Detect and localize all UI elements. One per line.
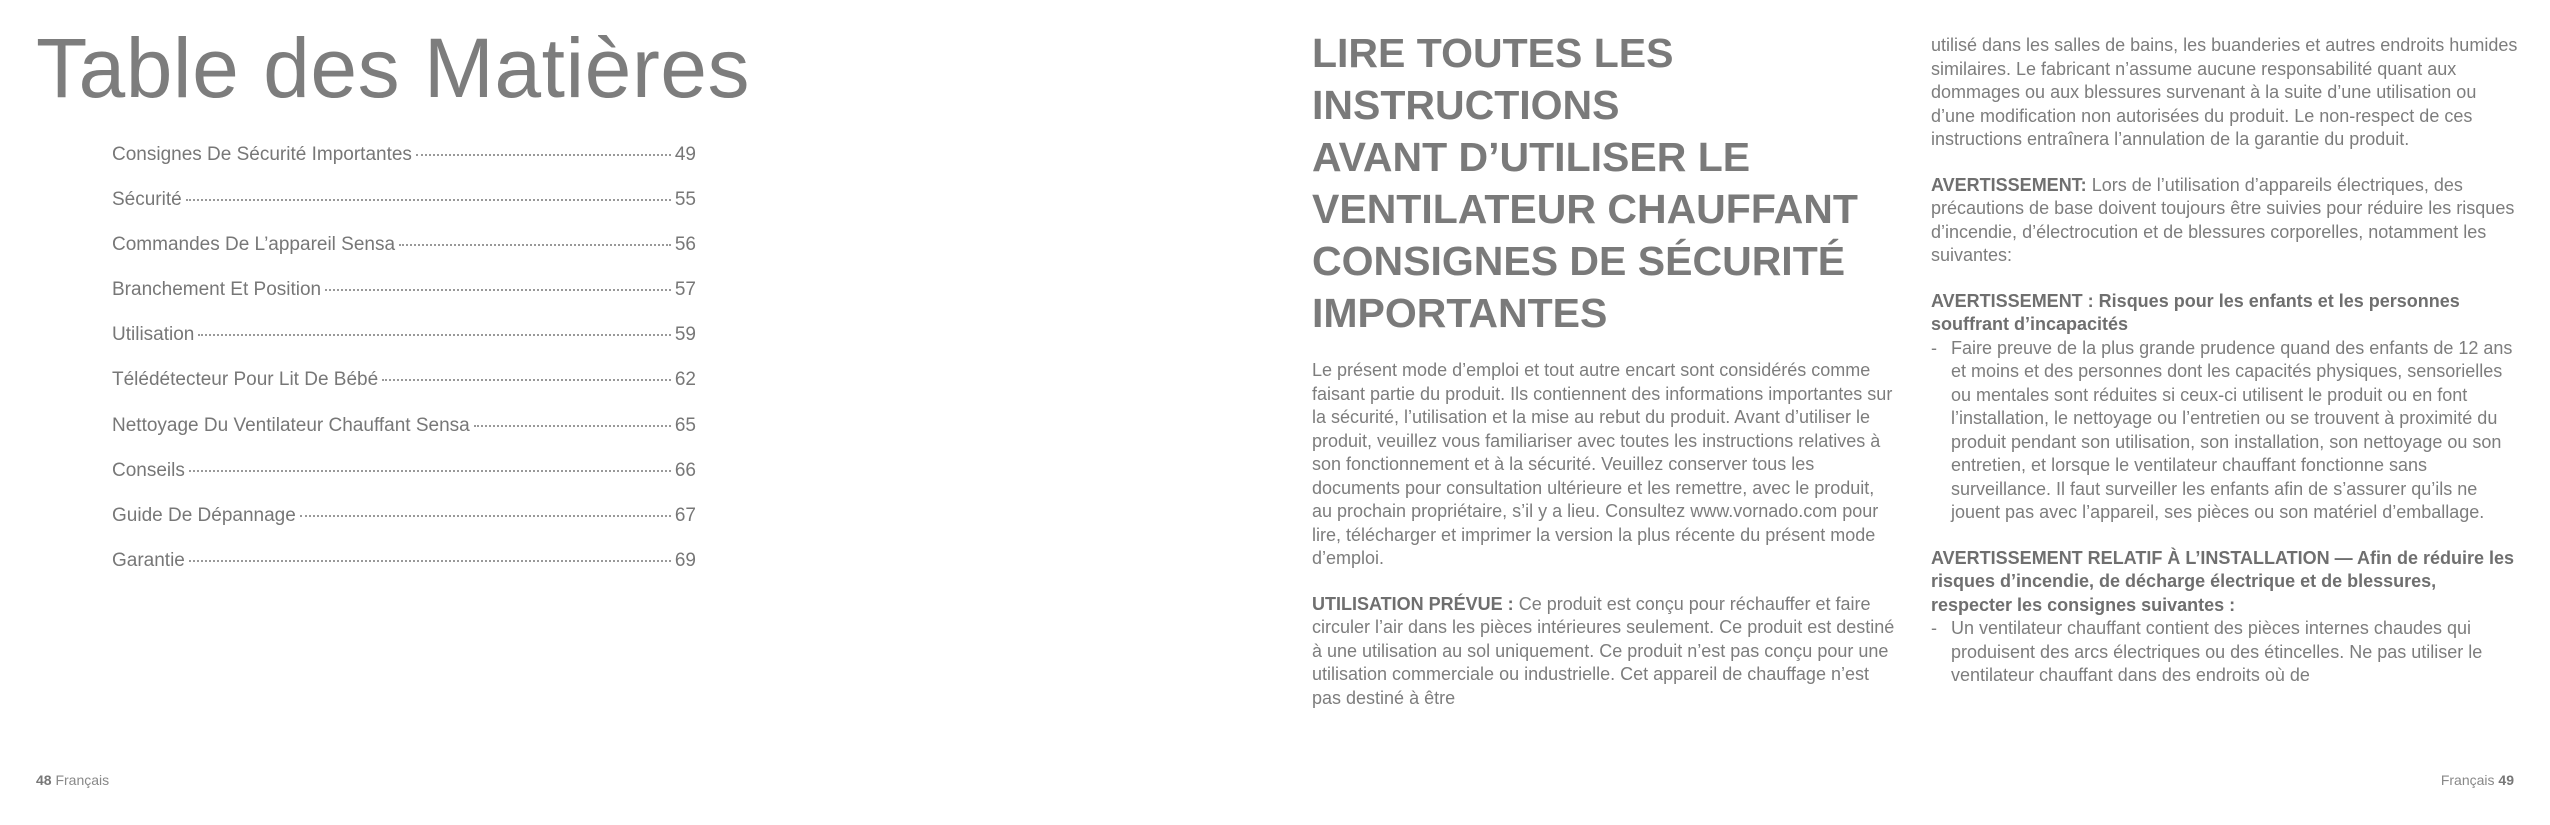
toc-item[interactable]	[112, 505, 696, 550]
toc-item-label: Branchement Et Position	[112, 279, 322, 301]
toc-leader-dots	[186, 199, 671, 201]
page-folio-left	[36, 772, 109, 788]
toc-item[interactable]	[112, 279, 696, 324]
page-number: 48	[36, 772, 52, 788]
toc-leader-dots	[474, 425, 671, 427]
toc-item-page: 57	[674, 279, 696, 301]
toc-item-label: Garantie	[112, 549, 185, 571]
page-language: Français	[2440, 772, 2495, 788]
toc-item-page: 66	[674, 459, 696, 481]
warning-children-block	[1931, 290, 2519, 525]
toc-leader-dots	[300, 515, 671, 517]
heading-line: AVANT D’UTILISER LE	[1312, 134, 1751, 180]
section-heading	[1312, 27, 1899, 339]
bullet-text: Faire preuve de la plus grande prudence quand des enfants de 12 ans et moins et des personnes dont les capacités physiques, sensorielles ou mentales sont réduites si ceux-ci utilisent le produit ou en font l’installation, le nettoyage ou l’entretien ou se trouvent à proximité du produit pendant son utilisation, son installation, son nettoyage ou son entretien, et lorsque le ventilateur chauffant fonctionne sans surveillance. Il faut surveiller les enfants afin de s’assurer qu’ils ne jouent pas avec l’appareil, ses pièces ou son matériel d’emballage.	[1951, 337, 2513, 522]
continued-paragraph: utilisé dans les salles de bains, les buanderies et autres endroits humides similaires. Le fabricant n’assume aucune responsabilité quant aux dommages ou aux blessures survenant à la suite d’une utilisation ou d’une modification non autorisées du produit. Le non-respect de ces instructions entraînera l’annulation de la garantie du produit.	[1931, 35, 2518, 149]
intended-use-text: Ce produit est conçu pour réchauffer et faire circuler l’air dans les pièces intérieures seulement. Ce produit est destiné à une utilisation au sol uniquement. Ce produit n’est pas conçu pour une utilisation commerciale ou industrielle. Cet appareil de chauffage n’est pas destiné à être	[1312, 593, 1895, 708]
toc-item[interactable]	[112, 460, 696, 505]
toc-leader-dots	[189, 470, 671, 472]
text-column-right	[1931, 34, 2519, 710]
intended-use-paragraph	[1312, 593, 1899, 711]
toc-item-page: 56	[674, 234, 696, 256]
toc-item-label: Sécurité	[112, 189, 182, 211]
toc-item-label: Nettoyage Du Ventilateur Chauffant Sensa	[112, 414, 470, 436]
toc-item-label: Conseils	[112, 459, 185, 481]
toc-title: Table des Matières	[36, 21, 751, 115]
toc-item-label: Consignes De Sécurité Importantes	[112, 144, 412, 165]
toc-item[interactable]	[112, 189, 696, 234]
warning-install-title: AVERTISSEMENT RELATIF À L’INSTALLATION — Afin de réduire les risques d’incendie, de décharge électrique et de blessures, respecter les consignes suivantes :	[1931, 547, 2515, 615]
heading-line: VENTILATEUR CHAUFFANT	[1312, 186, 1858, 232]
toc-item-page: 67	[674, 504, 696, 526]
toc-leader-dots	[325, 289, 671, 291]
toc-item-label: Guide De Dépannage	[112, 504, 296, 526]
toc-item-page: 59	[674, 324, 696, 346]
heading-line: IMPORTANTES	[1312, 290, 1608, 336]
toc-item-label: Commandes De L’appareil Sensa	[112, 234, 396, 256]
warning-install-block	[1931, 547, 2519, 688]
heading-line: CONSIGNES DE SÉCURITÉ	[1312, 238, 1846, 284]
toc-item-page: 49	[674, 144, 696, 165]
toc-item[interactable]	[112, 415, 696, 460]
warning-children-title: AVERTISSEMENT : Risques pour les enfants et les personnes souffrant d’incapacités	[1931, 290, 2460, 334]
intro-paragraph: Le présent mode d’emploi et tout autre encart sont considérés comme faisant partie du produit. Ils contiennent des informations importantes sur la sécurité, l’utilisation et la mise au rebut du produit. Avant d’utiliser le produit, veuillez vous familiariser avec toutes les instructions relatives à son fonctionnement et à la sécurité. Veuillez conserver tous les documents pour consultation ultérieure et les remettre, avec le produit, au prochain propriétaire, s’il y a lieu. Consultez www.vornado.com pour lire, télécharger et imprimer la version la plus récente du présent mode d’emploi.	[1312, 360, 1893, 568]
list-item	[1931, 337, 2519, 525]
toc-item[interactable]	[112, 144, 696, 189]
toc-leader-dots	[416, 154, 671, 156]
intended-use-label: UTILISATION PRÉVUE :	[1312, 593, 1514, 614]
toc-item-page: 69	[674, 549, 696, 571]
list-item	[1931, 617, 2519, 688]
heading-line: LIRE TOUTES LES	[1312, 30, 1674, 76]
toc-item-label: Télédétecteur Pour Lit De Bébé	[112, 369, 379, 391]
toc-leader-dots	[189, 560, 671, 562]
toc-leader-dots	[382, 379, 671, 381]
toc-item-page: 65	[674, 414, 696, 436]
bullet-mark: -	[1931, 618, 1937, 638]
warning-label: AVERTISSEMENT:	[1931, 174, 2087, 195]
toc-item-page: 55	[674, 189, 696, 211]
toc-item[interactable]	[112, 234, 696, 279]
toc-leader-dots	[198, 334, 670, 336]
page-folio-right	[2441, 772, 2514, 788]
toc-list	[112, 144, 696, 595]
right-page	[1275, 0, 2550, 825]
toc-item-label: Utilisation	[112, 324, 195, 346]
warning-text: Lors de l’utilisation d’appareils électriques, des précautions de base doivent toujours être suivies pour réduire les risques d’incendie, d’électrocution et de blessures corporelles, notamment les suivantes:	[1931, 174, 2515, 265]
toc-item[interactable]	[112, 369, 696, 414]
heading-line: INSTRUCTIONS	[1312, 82, 1620, 128]
toc-leader-dots	[399, 244, 671, 246]
bullet-mark: -	[1931, 337, 1937, 358]
toc-item[interactable]	[112, 324, 696, 369]
text-column-left	[1312, 27, 1899, 732]
bullet-text: Un ventilateur chauffant contient des pièces internes chaudes qui produisent des arcs électriques ou des étincelles. Ne pas utiliser le ventilateur chauffant dans des endroits où de	[1951, 618, 2483, 685]
page-number: 49	[2498, 772, 2514, 788]
page-language: Français	[55, 772, 110, 788]
toc-item-page: 62	[674, 369, 696, 391]
warning-general-paragraph	[1931, 174, 2519, 268]
toc-item[interactable]	[112, 550, 696, 595]
